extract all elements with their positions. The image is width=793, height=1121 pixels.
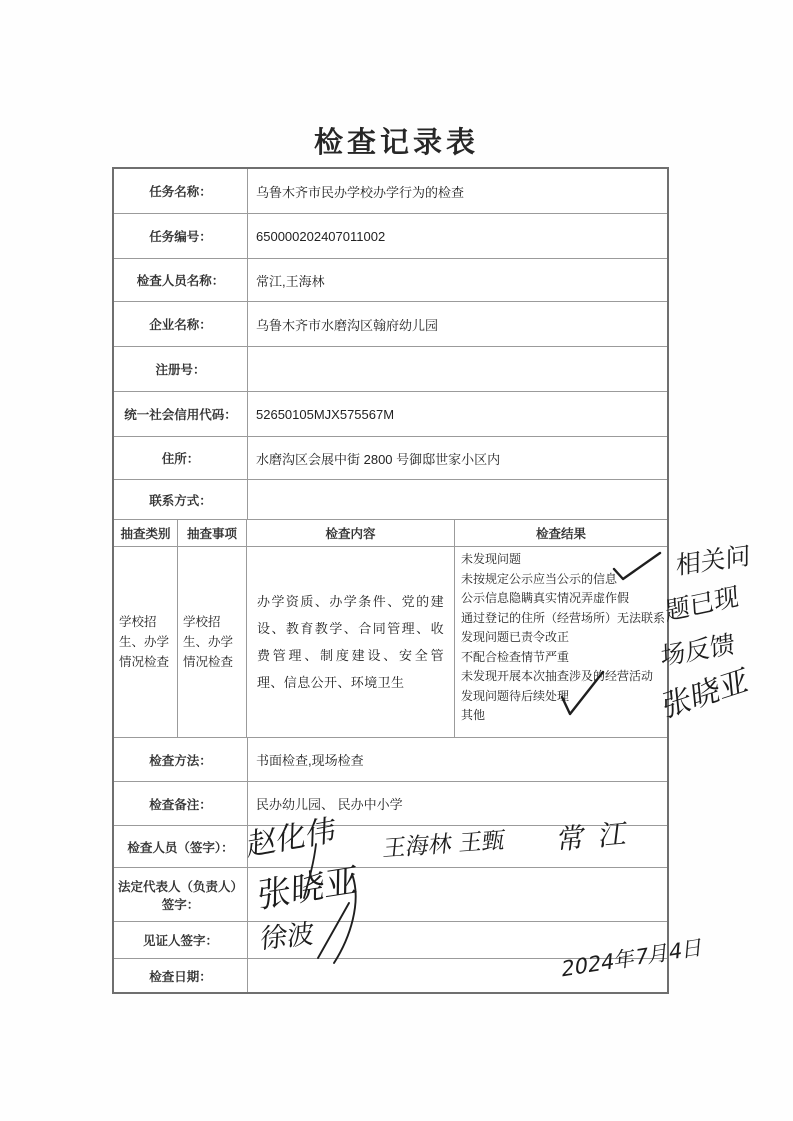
field-label [114, 782, 248, 825]
field-label [114, 868, 248, 921]
value-text: 乌鲁木齐市民办学校办学行为的检查 [256, 184, 465, 200]
field-label [114, 392, 248, 436]
field-label [114, 169, 248, 213]
field-value [248, 347, 667, 391]
field-value [248, 437, 667, 479]
field-value [248, 392, 667, 436]
cell-category: 学校招生、办学情况检查 [114, 547, 178, 737]
result-option: 通过登记的住所（经营场所）无法联系 [461, 610, 666, 625]
page-title: 检查记录表 [313, 127, 479, 159]
label-text: 见证人签字： [142, 934, 218, 948]
handwritten-margin-note-line1: 相关问 [676, 540, 751, 581]
signature-area [248, 959, 667, 992]
value-text: 水磨沟区会展中街 2800 号御邸世家小区内 [256, 451, 501, 467]
field-label [114, 922, 248, 958]
header-cell-category: 抽查类别 [114, 520, 178, 546]
table-row-legal-rep-signature [114, 867, 667, 921]
field-value [248, 169, 667, 213]
label-text: 检查备注： [149, 797, 212, 812]
field-label [114, 437, 248, 479]
table-row-remarks [114, 781, 667, 825]
cell-item: 学校招生、办学情况检查 [178, 547, 247, 737]
handwritten-margin-note-line2: 题已现 [664, 581, 740, 627]
result-option: 发现问题待后续处理 [461, 688, 570, 703]
signature-area [248, 826, 667, 867]
field-value [248, 738, 667, 781]
table-row-task-number [114, 213, 667, 258]
label-text: 任务名称： [149, 185, 212, 199]
table-row-contact [114, 479, 667, 519]
result-option: 未发现问题 [461, 552, 522, 566]
signature-area [248, 922, 667, 958]
value-text: 民办幼儿园、 民办中小学 [256, 797, 403, 812]
table-row-inspector-signature [114, 825, 667, 867]
table-row-inspection-date [114, 958, 667, 992]
cell-content: 办学资质、办学条件、党的建设、教育教学、合同管理、收费管理、制度建设、安全管理、信息公开、环境卫生 [247, 547, 455, 737]
label-text: 企业名称： [149, 318, 212, 332]
field-value [248, 480, 667, 519]
field-label [114, 738, 248, 781]
handwritten-inspection-date: 2024年7月4日 [560, 934, 705, 982]
cell-results [455, 547, 667, 737]
field-value [248, 259, 667, 301]
table-row-task-name [114, 169, 667, 213]
result-option: 不配合检查情节严重 [461, 649, 570, 664]
signature-area [248, 868, 667, 921]
handwritten-margin-note-line3: 场反馈 [660, 629, 736, 672]
label-text: 统一社会信用代码： [124, 408, 237, 422]
handwritten-witness-signature: 徐波 [259, 918, 316, 956]
field-label [114, 214, 248, 258]
result-option: 公示信息隐瞒真实情况弄虚作假 [461, 591, 630, 605]
label-text: 联系方式： [149, 493, 212, 508]
handwritten-legal-rep-signature: 张晓亚 [257, 860, 359, 917]
field-label [114, 302, 248, 346]
label-text: 检查日期： [149, 969, 212, 984]
inspection-header-row [114, 519, 667, 546]
result-option: 未按规定公示应当公示的信息 [461, 571, 618, 586]
header-cell-item: 抽查事项 [178, 520, 247, 546]
table-row-address [114, 436, 667, 479]
value-text: 650000202407011002 [256, 228, 386, 244]
result-option: 发现问题已责令改正 [461, 630, 570, 644]
table-row-witness-signature [114, 921, 667, 958]
table-row-registration-number [114, 346, 667, 391]
table-row-credit-code [114, 391, 667, 436]
label-text: 任务编号： [149, 230, 212, 244]
handwritten-inspector-signature-2: 王海林 王甄 [381, 827, 507, 863]
field-value [248, 302, 667, 346]
header-cell-result: 检查结果 [535, 527, 586, 541]
table-row-method [114, 737, 667, 781]
label-text: 法定代表人（负责人）签字： [117, 879, 243, 912]
value-text: 常江,王海林 [256, 273, 325, 289]
field-label [114, 826, 248, 867]
inspection-main-row [114, 546, 667, 737]
field-value [248, 214, 667, 258]
value-text: 书面检查,现场检查 [256, 753, 364, 768]
label-text: 检查方法： [149, 753, 212, 768]
result-option: 其他 [461, 708, 486, 722]
result-option: 未发现开展本次抽查涉及的经营活动 [461, 669, 654, 683]
header-cell-content: 检查内容 [247, 520, 455, 546]
label-text: 检查人员（签字）： [127, 840, 234, 855]
value-text: 乌鲁木齐市水磨沟区翰府幼儿园 [256, 317, 439, 333]
value-text: 52650105MJX575567M [256, 406, 395, 422]
label-text: 住所： [161, 452, 200, 466]
field-value [248, 782, 667, 825]
field-label [114, 480, 248, 519]
label-text: 注册号： [155, 363, 206, 377]
handwritten-margin-signature: 张晓亚 [660, 662, 751, 726]
inspection-table [112, 167, 669, 994]
table-row-inspector-names [114, 258, 667, 301]
table-row-company-name [114, 301, 667, 346]
label-text: 检查人员名称： [136, 274, 225, 288]
field-label [114, 959, 248, 992]
handwritten-inspector-signature-1: 赵化伟 [246, 812, 337, 864]
handwritten-inspector-signature-3: 常江 [555, 815, 644, 857]
field-label [114, 259, 248, 301]
field-label [114, 347, 248, 391]
